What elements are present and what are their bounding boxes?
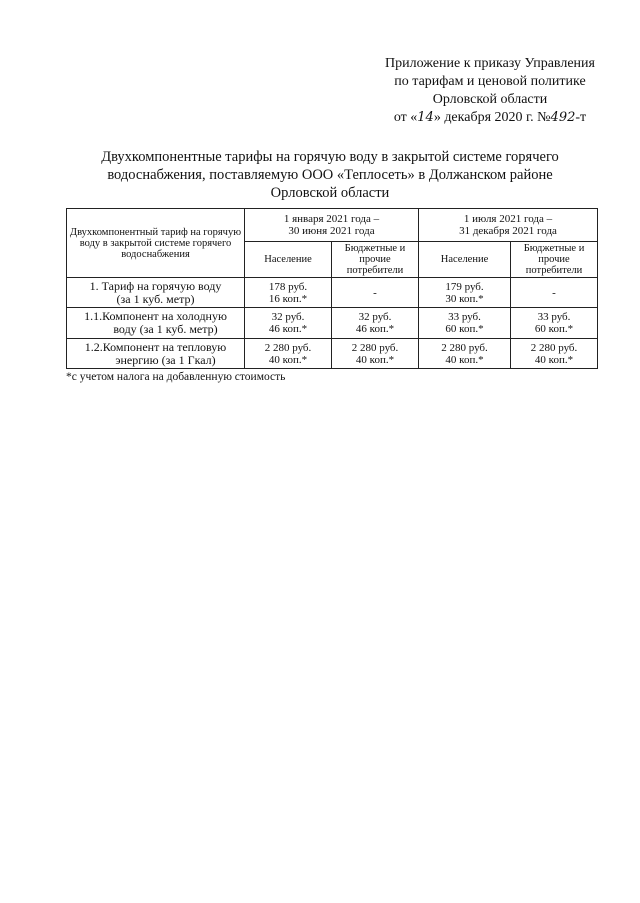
cell-line-1: 32 руб. [358, 311, 392, 323]
table-cell [332, 278, 419, 308]
order-suffix: -т [575, 110, 587, 125]
period-1-line-2: 30 июня 2021 года [288, 225, 375, 237]
row-label-line-2: (за 1 куб. метр) [116, 291, 195, 306]
cell-line-1: 2 280 руб. [530, 341, 578, 354]
tariff-table [66, 208, 598, 369]
appendix-line-1: Приложение к приказу Управления [385, 56, 595, 71]
cell-line-2: 46 коп.* [355, 323, 395, 335]
cell-line-2: 16 коп.* [268, 292, 308, 305]
cell-line-1: 33 руб. [448, 311, 481, 323]
cell-line-2: 40 коп.* [355, 353, 395, 366]
table-cell [419, 308, 511, 339]
cell-line-1: 2 280 руб. [264, 341, 312, 354]
appendix-line-3: Орловской области [432, 92, 548, 107]
table-row [67, 339, 598, 369]
table-row [67, 308, 598, 339]
cell-line-2: 60 коп.* [445, 323, 484, 335]
cell-line-1: 2 280 руб. [441, 341, 488, 354]
cell-line-2: 40 коп.* [534, 353, 574, 366]
table-cell [511, 339, 598, 369]
period-2-line-1: 1 июля 2021 года – [463, 213, 553, 225]
table-cell [245, 278, 332, 308]
table-cell [245, 308, 332, 339]
cell-line-2: 46 коп.* [268, 323, 308, 335]
row-label [67, 278, 245, 308]
subheader-budget-1: Бюджетные и прочие потребители [332, 242, 419, 278]
row-label-line-1: 1. Тариф на горячую воду [89, 278, 222, 293]
period-header-2 [419, 209, 598, 242]
table-cell [332, 308, 419, 339]
cell-line-1: 33 руб. [537, 311, 571, 323]
table-cell [332, 339, 419, 369]
row-label-line-1: 1.2.Компонент на тепловую [84, 339, 227, 354]
document-title [70, 148, 590, 202]
title-line-2: водоснабжения, поставляемую ООО «Теплосеть» в Должанском районе [107, 167, 553, 183]
table-cell [511, 278, 598, 308]
subheader-population-2: Население [419, 242, 511, 278]
table-cell [419, 278, 511, 308]
period-2-line-2: 31 декабря 2021 года [459, 225, 557, 237]
date-day: 14 [417, 110, 434, 125]
title-line-1: Двухкомпонентные тарифы на горячую воду в закрытой системе горячего [101, 149, 559, 165]
appendix-header [360, 55, 620, 127]
table-header-row [67, 209, 598, 242]
appendix-date [360, 109, 620, 127]
cell-line-1: 32 руб. [271, 311, 305, 323]
order-number: 492 [550, 110, 576, 125]
row-label [67, 308, 245, 339]
period-header-1 [245, 209, 419, 242]
table-cell [245, 339, 332, 369]
cell-line-2: 60 коп.* [534, 323, 574, 335]
row-label [67, 339, 245, 369]
subheader-population-1: Население [245, 242, 332, 278]
cell-line-2: 30 коп.* [445, 292, 484, 305]
corner-header: Двухкомпонентный тариф на горячую воду в закрытой системе горячего водоснабжения [67, 209, 245, 278]
appendix-line-2: по тарифам и ценовой политике [394, 74, 586, 89]
table-cell [511, 308, 598, 339]
cell-line-1: 178 руб. [268, 280, 308, 293]
row-label-line-2: воду (за 1 куб. метр) [113, 322, 218, 336]
subheader-budget-2: Бюджетные и прочие потребители [511, 242, 598, 278]
cell-line-1: - [552, 286, 556, 299]
date-prefix: от « [393, 110, 418, 125]
table-row [67, 278, 598, 308]
cell-line-1: 179 руб. [445, 280, 484, 293]
period-1-line-1: 1 января 2021 года – [283, 213, 380, 225]
table-cell [419, 339, 511, 369]
row-label-line-1: 1.1.Компонент на холодную [84, 309, 227, 323]
title-line-3: Орловской области [270, 185, 390, 201]
cell-line-1: - [373, 286, 377, 299]
cell-line-1: 2 280 руб. [351, 341, 399, 354]
cell-line-2: 40 коп.* [445, 353, 484, 366]
date-middle: » декабря 2020 г. № [433, 110, 551, 125]
cell-line-2: 40 коп.* [268, 353, 308, 366]
row-label-line-2: энергию (за 1 Гкал) [115, 352, 216, 367]
vat-footnote: *с учетом налога на добавленную стоимость [66, 371, 286, 383]
